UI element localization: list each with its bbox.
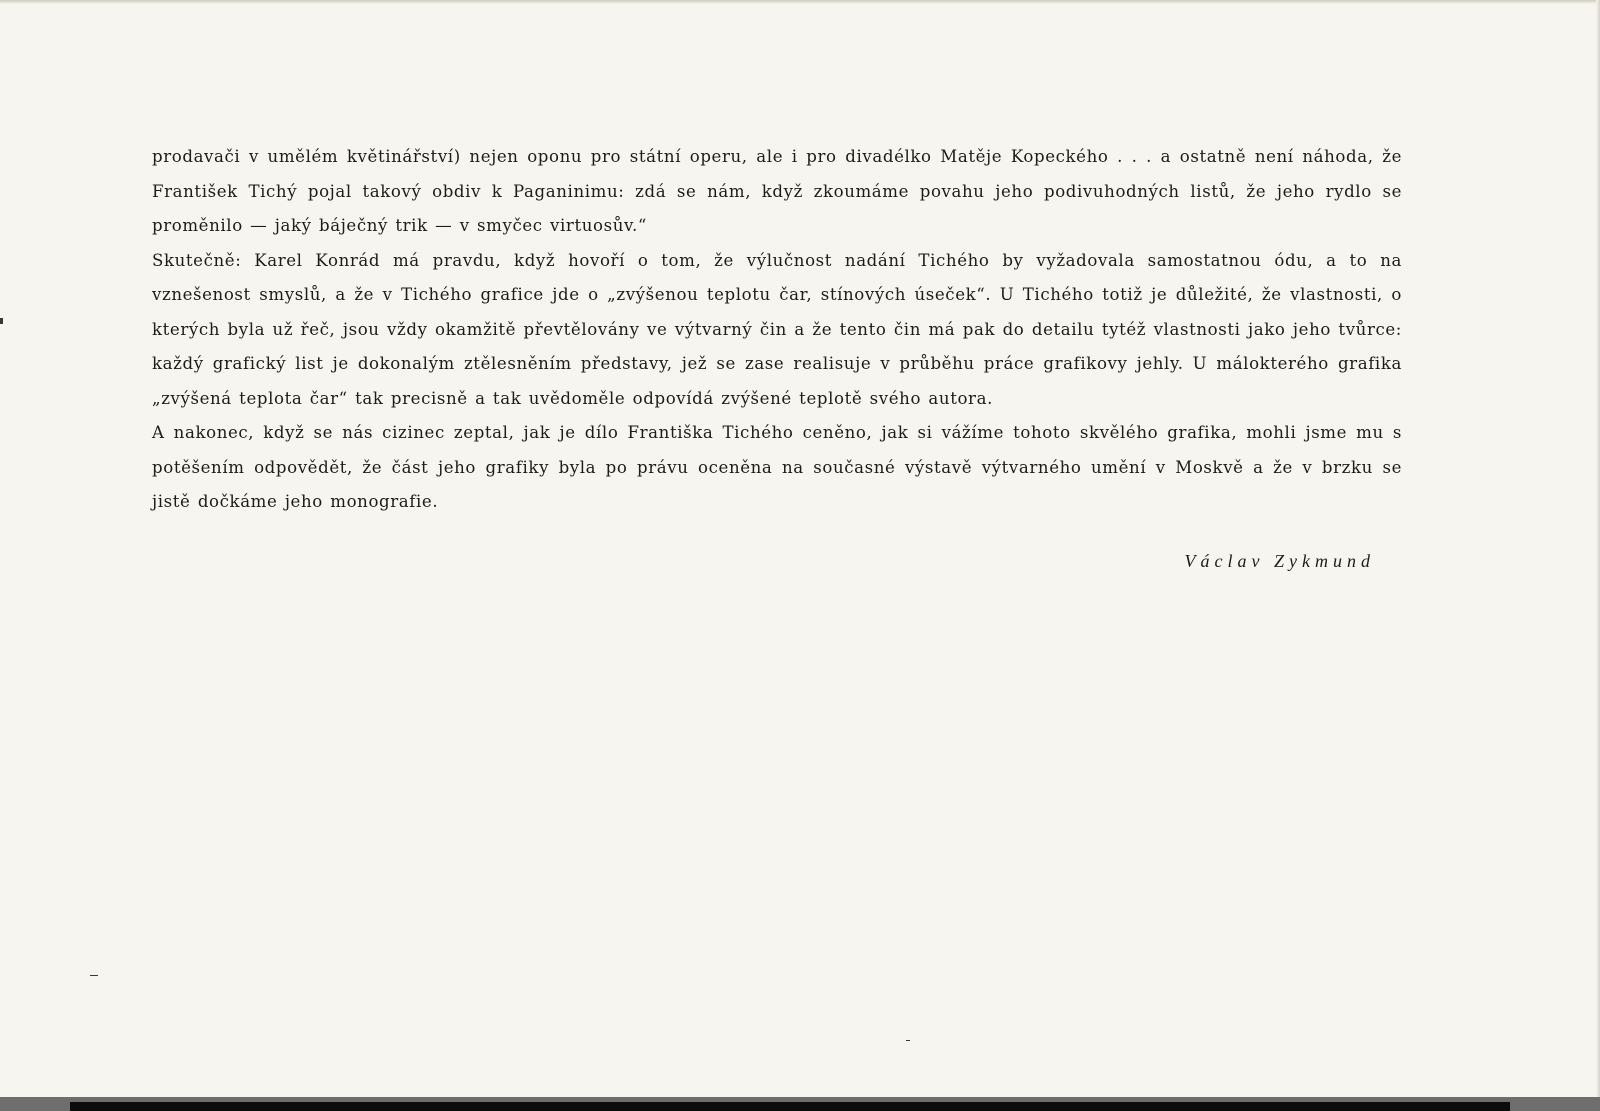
page-top-edge (0, 0, 1600, 4)
scan-bottom-shadow (70, 1102, 1510, 1111)
paper-speck (906, 1040, 910, 1041)
paper-speck (90, 975, 98, 976)
paragraph-2: Skutečně: Karel Konrád má pravdu, když hovoří o tom, že výlučnost nadání Tichého by vyžadovala samostatnou ódu, a to na vznešenost smyslů, a že v Tichého grafice jde o „zvýšenou teplotu čar, stínových úseček“. U Tichého totiž je důležité, že vlastnosti, o kterých byla už řeč, jsou vždy okamžitě převtělovány ve výtvarný čin a že tento čin má pak do detailu tytéž vlastnosti jako jeho tvůrce: každý grafický list je dokonalým ztělesněním představy, jež se zase realisuje v průběhu práce grafikovy jehly. U málokterého grafika „zvýšená teplota čar“ tak precisně a tak uvědoměle odpovídá zvýšené teplotě svého autora. (152, 250, 1402, 408)
author-signature: Václav Zykmund (1184, 551, 1375, 571)
paragraph-3: A nakonec, když se nás cizinec zeptal, jak je dílo Františka Tichého ceněno, jak si vážíme tohoto skvělého grafika, mohli jsme mu s potěšením odpovědět, že část jeho grafiky byla po právu oceněna na současné výstavě výtvarného umění v Moskvě a že v brzku se jistě dočkáme jeho monografie. (152, 423, 1402, 511)
scan-bottom-edge (0, 1097, 1600, 1111)
paragraph-1: prodavači v umělém květinářství) nejen oponu pro státní operu, ale i pro divadélko Matěje Kopeckého . . . a ostatně není náhoda, že František Tichý pojal takový obdiv k Paganinimu: zdá se nám, když zkoumáme povahu jeho podivuhodných listů, že jeho rydlo se proměnilo — jaký báječný trik — v smyčec virtuosův.“ (152, 147, 1402, 235)
page-right-edge (1596, 0, 1600, 1111)
paper-speck (0, 318, 3, 324)
article-body (152, 140, 1402, 520)
